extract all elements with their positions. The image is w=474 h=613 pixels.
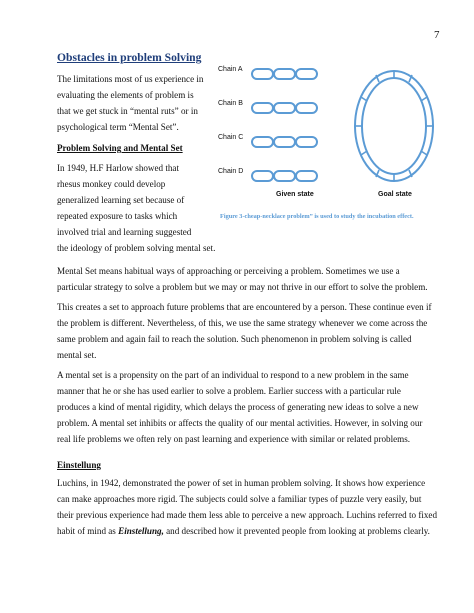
- paragraph-line: produces a kind of mental rigidity, which delays the process of generating new ideas to solve a new: [57, 402, 419, 412]
- intro-line: evaluating the elements of problem is: [57, 90, 194, 100]
- paragraph-line: the problem is different. Nevertheless, of this, we use the same strategy whenever we come across the: [57, 318, 428, 328]
- goal-necklace-ring: [355, 71, 433, 181]
- intro-line: The limitations most of us experience in: [57, 74, 204, 84]
- subheading-einstellung: Einstellung: [57, 460, 101, 470]
- page-number: 7: [434, 29, 440, 41]
- paragraph-line: particular strategy to solve a problem but we may or may not thrive in our effort to solve the problem.: [57, 282, 428, 292]
- chain-c-label: Chain C: [218, 134, 244, 141]
- chain-a-links: [252, 69, 317, 79]
- paragraph-line: real life problems we often rely on past learning and experience with similar or related problems.: [57, 434, 411, 444]
- necklace-figure: [212, 60, 442, 210]
- paragraph-line: their previous experience had made them less able to perceive a new approach. Luchins referred to fixed: [57, 510, 438, 520]
- intro-line: that we get stuck in “mental ruts” or in: [57, 106, 198, 116]
- figure-caption: Figure 3-cheap-necklace problem” is used to study the incubation effect.: [220, 213, 414, 220]
- harlow-line: generalized learning set because of: [57, 195, 185, 205]
- paragraph-line: Mental Set means habitual ways of approaching or perceiving a problem. Sometimes we use a: [57, 266, 400, 276]
- chain-a-label: Chain A: [218, 66, 243, 73]
- harlow-line: the ideology of problem solving mental set.: [57, 243, 216, 253]
- paragraph-line: mental set.: [57, 350, 97, 360]
- subheading-problem-solving: Problem Solving and Mental Set: [57, 143, 183, 153]
- paragraph-line: This creates a set to approach future problems that are encountered by a person. These continue even if: [57, 302, 432, 312]
- harlow-line: involved trial and learning suggested: [57, 227, 192, 237]
- chain-b-label: Chain B: [218, 100, 243, 107]
- paragraph-line: problem. A mental set inhibits or affects the quality of our mental activities. However, in solving our: [57, 418, 423, 428]
- intro-line: psychological term “Mental Set”.: [57, 122, 179, 132]
- goal-state-label: Goal state: [378, 191, 412, 198]
- chain-c-links: [252, 137, 317, 147]
- paragraph-line: Luchins, in 1942, demonstrated the power of set in human problem solving. It shows how experience: [57, 478, 426, 488]
- harlow-line: rhesus monkey could develop: [57, 179, 166, 189]
- section-heading: Obstacles in problem Solving: [57, 51, 202, 64]
- chain-d-links: [252, 171, 317, 181]
- paragraph-line-last: [57, 525, 430, 537]
- given-state-label: Given state: [276, 191, 314, 198]
- text-span: and described how it prevented people from looking at problems clearly.: [163, 526, 430, 536]
- chain-d-label: Chain D: [218, 168, 244, 175]
- harlow-line: repeated exposure to tasks which: [57, 211, 178, 221]
- harlow-line: In 1949, H.F Harlow showed that: [57, 163, 179, 173]
- paragraph-line: can make approaches more rigid. The subjects could solve a familiar types of puzzle very easily, but: [57, 494, 422, 504]
- paragraph-line: A mental set is a propensity on the part of an individual to respond to a new problem in the same: [57, 370, 409, 380]
- chain-b-links: [252, 103, 317, 113]
- paragraph-line: same problem and again fail to reach the solution. Such phenomenon in problem solving is called: [57, 334, 412, 344]
- paragraph-line: manner that he or she has used earlier to solve a problem. Earlier success with a particular rule: [57, 386, 401, 396]
- einstellung-term: Einstellung,: [118, 526, 164, 536]
- text-span: habit of mind as: [57, 526, 119, 536]
